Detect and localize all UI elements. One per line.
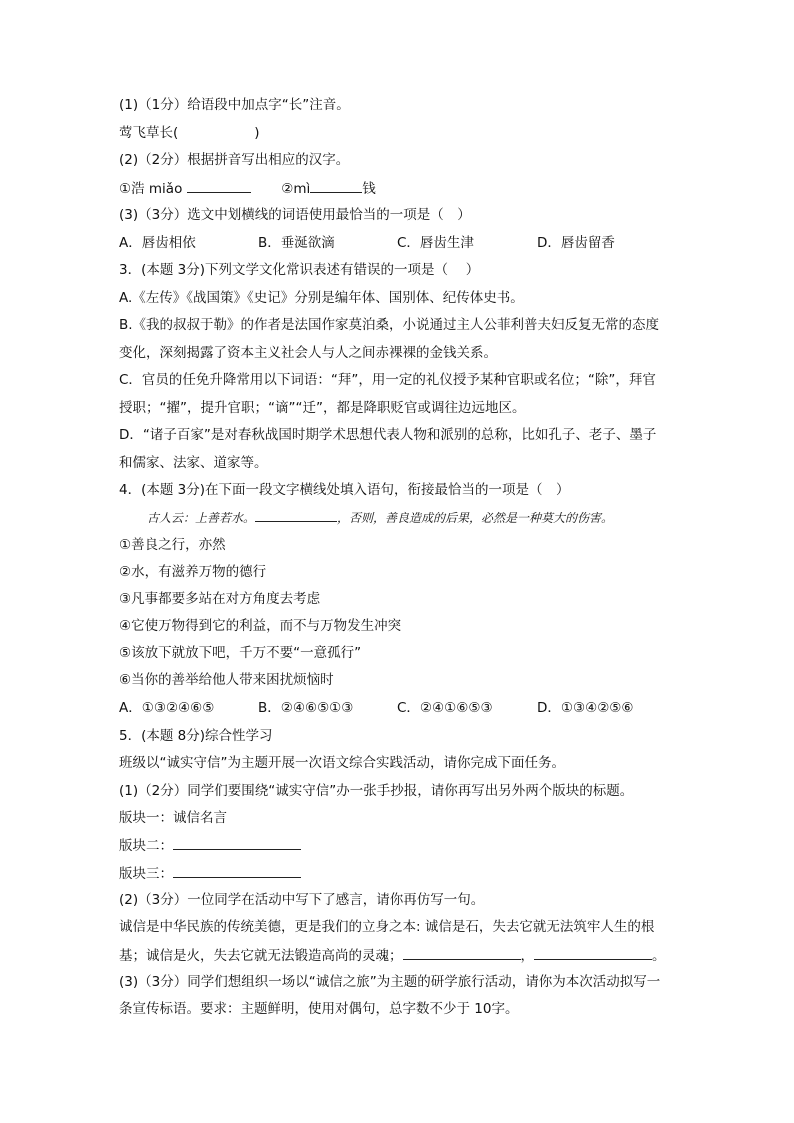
q4-option-b[interactable]: B．②④⑥⑤①③ bbox=[258, 700, 354, 716]
q5-sub2-blank-1[interactable] bbox=[403, 946, 521, 960]
q5-block2-line bbox=[119, 836, 301, 855]
q2-sub3-option-a[interactable]: A．唇齿相依 bbox=[119, 235, 196, 251]
q5-block3-label: 版块三： bbox=[119, 866, 173, 882]
q2-sub2-title: (2)（2分）根据拼音写出相应的汉字。 bbox=[119, 152, 350, 168]
q5-block2-blank[interactable] bbox=[173, 836, 301, 850]
q5-title: 5．(本题 8分)综合性学习 bbox=[119, 728, 273, 744]
q2-sub2-b: ②mì bbox=[281, 181, 311, 197]
q5-sub3-line1: (3)（3分）同学们想组织一场以“诚信之旅”为主题的研学旅行活动，请你为本次活动拟写一 bbox=[119, 974, 661, 990]
q2-sub2-a: ①浩 miǎo bbox=[119, 181, 183, 197]
q5-sub2: (2)（3分）一位同学在活动中写下了感言，请你再仿写一句。 bbox=[119, 892, 485, 908]
q4-item-4: ④它使万物得到它的利益，而不与万物发生冲突 bbox=[119, 618, 402, 634]
q2-sub1-title: (1)（1分）给语段中加点字“长”注音。 bbox=[119, 97, 350, 113]
q3-option-b-line1[interactable]: B.《我的叔叔于勒》的作者是法国作家莫泊桑，小说通过主人公菲利普夫妇反复无常的态度 bbox=[119, 317, 660, 333]
q3-option-c-line1[interactable]: C．官员的任免升降常用以下词语：“拜”，用一定的礼仪授予某种官职或名位；“除”，拜官 bbox=[119, 372, 656, 388]
q5-sub2-sep: ， bbox=[520, 948, 534, 964]
q2-sub3-option-d[interactable]: D．唇齿留香 bbox=[537, 235, 615, 251]
q2-sub1-answer-line bbox=[119, 124, 260, 142]
q4-quote-blank[interactable] bbox=[255, 509, 337, 522]
q2-sub3-option-c[interactable]: C．唇齿生津 bbox=[397, 235, 474, 251]
q4-item-5: ⑤该放下就放下吧，千万不要“一意孤行” bbox=[119, 645, 362, 661]
q3-option-d-line1[interactable]: D．“诸子百家”是对春秋战国时期学术思想代表人物和派别的总称，比如孔子、老子、墨子 bbox=[119, 427, 657, 443]
q2-sub2-b-tail: 钱 bbox=[362, 181, 376, 197]
q5-block2-label: 版块二： bbox=[119, 838, 173, 854]
q5-block1: 版块一：诚信名言 bbox=[119, 810, 227, 826]
q4-quote bbox=[147, 509, 613, 527]
q4-item-6: ⑥当你的善举给他人带来困扰烦恼时 bbox=[119, 672, 334, 688]
q4-item-2: ②水，有滋养万物的德行 bbox=[119, 564, 267, 580]
q4-title: 4．(本题 3分)在下面一段文字横线处填入语句，衔接最恰当的一项是（ ） bbox=[119, 482, 570, 498]
q2-sub2-b-blank[interactable] bbox=[310, 179, 362, 193]
q5-sub2-end: 。 bbox=[652, 948, 666, 964]
q3-option-a[interactable]: A.《左传》《战国策》《史记》分别是编年体、国别体、纪传体史书。 bbox=[119, 290, 524, 306]
q5-sub1: (1)（2分）同学们要围绕“诚实守信”办一张手抄报，请你再写出另外两个版块的标题。 bbox=[119, 783, 634, 799]
q5-sub2-text2: 基；诚信是火，失去它就无法锻造高尚的灵魂； bbox=[119, 948, 403, 964]
q5-sub2-text2-line bbox=[119, 946, 666, 965]
q2-sub1-close: ) bbox=[254, 125, 260, 141]
q5-sub3-line2: 条宣传标语。要求：主题鲜明，使用对偶句，总字数不少于 10字。 bbox=[119, 1001, 519, 1017]
q4-quote-end: ，否则，善良造成的后果，必然是一种莫大的伤害。 bbox=[337, 511, 614, 525]
q2-sub3-option-b[interactable]: B．垂涎欲滴 bbox=[258, 235, 335, 251]
q2-sub2-a-blank[interactable] bbox=[187, 179, 251, 193]
q4-option-c[interactable]: C．②④①⑥⑤③ bbox=[397, 700, 493, 716]
q5-sub2-blank-2[interactable] bbox=[534, 946, 652, 960]
q2-sub1-word: 莺飞草长( bbox=[119, 125, 179, 141]
q5-sub2-text1: 诚信是中华民族的传统美德，更是我们的立身之本: 诚信是石，失去它就无法筑牢人生的根 bbox=[119, 919, 655, 935]
q3-option-c-line2: 授职；“擢”，提升官职；“谪”“迁”，都是降职贬官或调往边远地区。 bbox=[119, 400, 526, 416]
q2-sub3-title: (3)（3分）选文中划横线的词语使用最恰当的一项是（ ） bbox=[119, 207, 471, 223]
q4-option-d[interactable]: D．①③④②⑤⑥ bbox=[537, 700, 634, 716]
q4-item-1: ①善良之行，亦然 bbox=[119, 537, 226, 553]
q5-block3-blank[interactable] bbox=[173, 864, 301, 878]
q2-sub2-answer-line bbox=[119, 179, 376, 198]
q5-block3-line bbox=[119, 864, 301, 883]
q4-item-3: ③凡事都要多站在对方角度去考虑 bbox=[119, 591, 321, 607]
q4-quote-start: 古人云：上善若水。 bbox=[147, 511, 256, 525]
q5-intro: 班级以“诚实守信”为主题开展一次语文综合实践活动，请你完成下面任务。 bbox=[119, 755, 565, 771]
q4-option-a[interactable]: A．①③②④⑥⑤ bbox=[119, 700, 215, 716]
q3-title: 3．(本题 3分)下列文学文化常识表述有错误的一项是（ ） bbox=[119, 262, 480, 278]
q3-option-b-line2: 变化，深刻揭露了资本主义社会人与人之间赤裸裸的金钱关系。 bbox=[119, 345, 497, 361]
q3-option-d-line2: 和儒家、法家、道家等。 bbox=[119, 455, 268, 471]
